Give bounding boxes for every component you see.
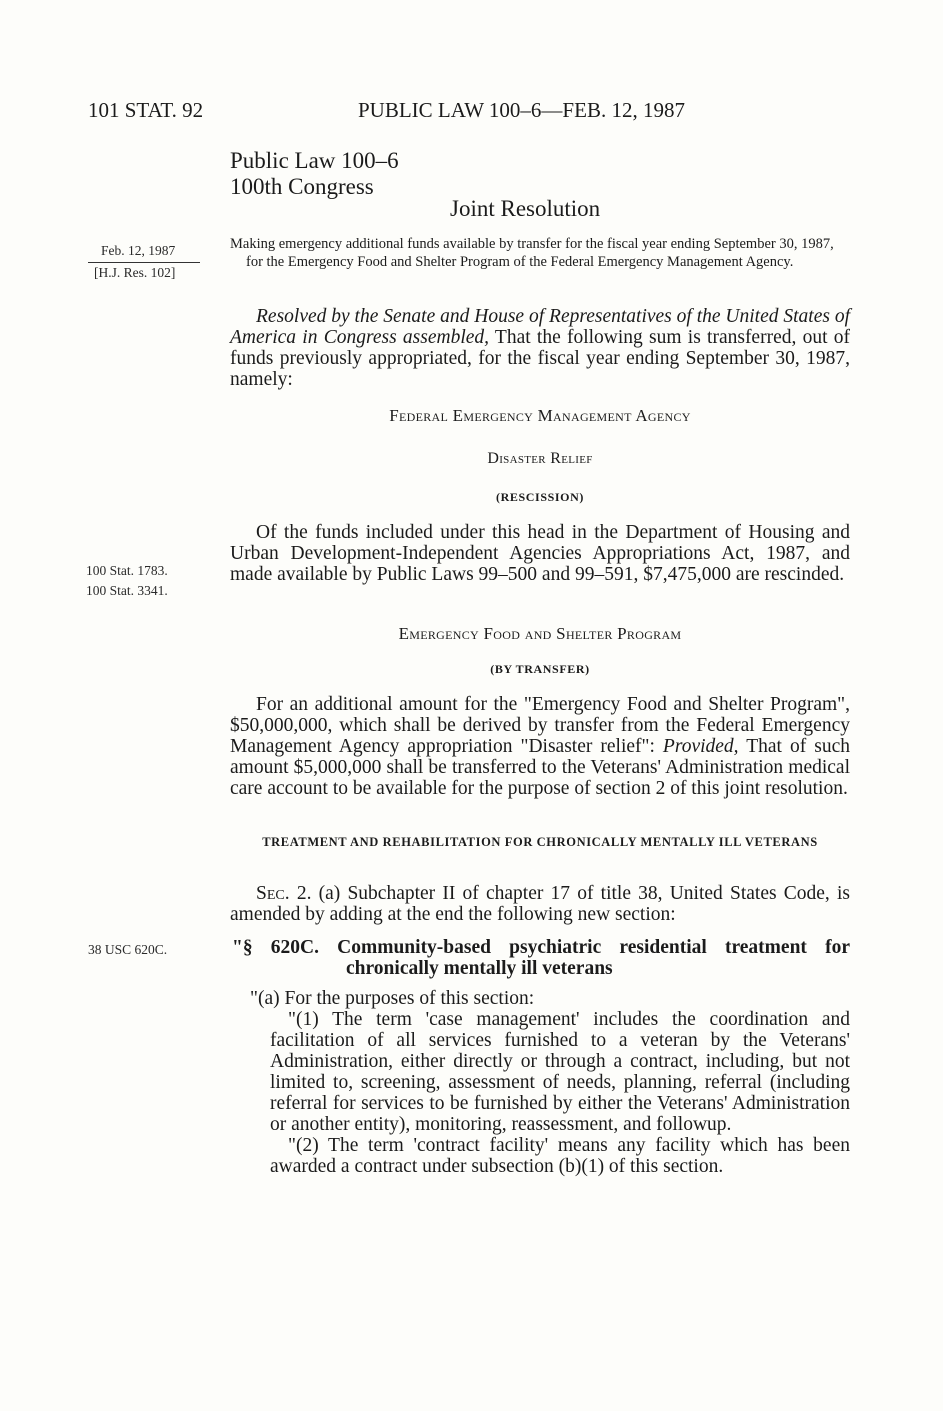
sec-label: Sec. [256,883,290,904]
resolving-text: That the following sum is transferred, out of funds previously appropriated, for the fiscal year ending September 30, 1987, namely: [230,327,851,390]
new-section-heading: "§ 620C. Community-based psychiatric residential treatment for chronically mentally ill veterans [232,937,850,979]
resolving-clause [230,306,850,390]
enactment-date: Feb. 12, 1987 [101,243,176,258]
paragraph-2: "(2) The term 'contract facility' means any facility which has been awarded a contract under subsection (b)(1) of this section. [270,1135,850,1177]
provided-italic: Provided, [662,736,739,757]
citation-100-stat-3341: 100 Stat. 3341. [86,583,168,598]
rescission-paragraph: Of the funds included under this head in the Department of Housing and Urban Development-Independent Agencies Appropriations Act, 1987, and made available by Public Laws 99–500 and 99–591, $7,475,000 are rescinded. [230,522,850,585]
transfer-text-1: For an additional amount for the "Emergency Food and Shelter Program", $50,000,000, which shall be derived by transfer from the Federal Emergency Management Agency appropriation "Disaster relief": [230,694,850,757]
efsp-heading: Emergency Food and Shelter Program [398,624,682,643]
running-head: PUBLIC LAW 100–6—FEB. 12, 1987 [358,98,685,122]
summary-text: Making emergency additional funds available by transfer for the fiscal year ending September 30, 1987, for the Emergency Food and Shelter Program of the Federal Emergency Management Agency. [230,236,834,270]
transfer-paragraph [230,694,850,799]
summary-paragraph [230,236,850,271]
margin-divider [88,262,200,263]
transfer-text-2: That of such amount $5,000,000 shall be transferred to the Veterans' Administration medical care account to be available for the purpose of section 2 of this joint resolution. [230,736,851,799]
page-reference: 101 STAT. 92 [88,98,204,122]
paragraph-a: "(a) For the purposes of this section: [250,988,535,1009]
resolving-italic: Resolved by the Senate and House of Representatives of the United States of America in Congress assembled, [230,306,850,348]
paragraph-1 [270,1009,850,1135]
rescission-label: (RESCISSION) [496,490,584,504]
paragraph-1-text: "(1) The term 'case management' includes the coordination and facilitation of all services furnished to a veteran by the Veterans' Administration, either directly or through a contract, including, but not limited to, screening, assessment of needs, planning, referral (including referral for services to be furnished by either the Veterans' Administration or another entity), monitoring, reassessment, and followup. [270,1009,850,1135]
document-type: Joint Resolution [450,196,601,221]
treatment-heading: TREATMENT AND REHABILITATION FOR CHRONICALLY MENTALLY ILL VETERANS [262,835,818,849]
congress-number: 100th Congress [230,174,374,199]
disaster-relief-heading: Disaster Relief [487,450,593,467]
public-law-number: Public Law 100–6 [230,148,399,173]
section-2-paragraph [230,883,850,925]
bill-number: [H.J. Res. 102] [94,265,176,280]
agency-heading: Federal Emergency Management Agency [389,406,691,425]
citation-100-stat-1783: 100 Stat. 1783. [86,563,168,578]
by-transfer-label: (BY TRANSFER) [490,662,590,676]
section-2-text: 2. (a) Subchapter II of chapter 17 of title 38, United States Code, is amended by adding at the end the following new section: [230,883,850,925]
usc-citation: 38 USC 620C. [88,942,168,957]
